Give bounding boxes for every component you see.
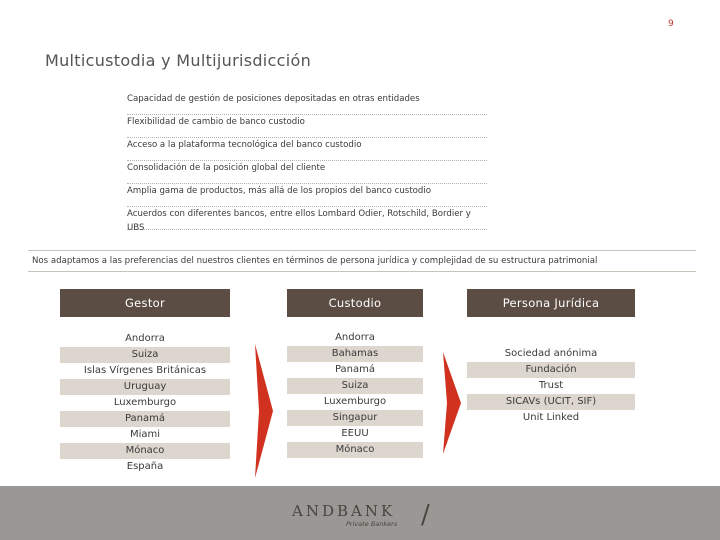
list-item: España (126, 461, 164, 472)
logo-slash-icon: / (421, 500, 430, 530)
list-item: Sociedad anónima (504, 348, 598, 359)
list-item: Islas Vírgenes Británicas (83, 365, 207, 376)
persona-juridica-list (467, 346, 635, 426)
list-item: Panamá (60, 411, 230, 427)
list-item: Consolidación de la posición global del cliente (127, 161, 487, 184)
list-item: Acceso a la plataforma tecnológica del banco custodio (127, 138, 487, 161)
logo-tagline: Private Bankers (346, 520, 398, 528)
arrow-icon (443, 352, 461, 454)
page-number: 9 (668, 19, 674, 29)
feature-list (127, 92, 487, 233)
list-item: Flexibilidad de cambio de banco custodio (127, 115, 487, 138)
list-item: Fundación (467, 362, 635, 378)
list-item: SICAVs (UCIT, SIF) (467, 394, 635, 410)
list-item: Suiza (287, 378, 423, 394)
custodio-list (287, 330, 423, 458)
list-item: Andorra (335, 332, 375, 343)
andbank-logo: ANDBANK (292, 502, 396, 520)
list-item: Uruguay (60, 379, 230, 395)
list-item: Capacidad de gestión de posiciones depositadas en otras entidades (127, 92, 487, 115)
gestor-header: Gestor (60, 289, 230, 317)
list-item: Mónaco (60, 443, 230, 459)
list-item: Suiza (60, 347, 230, 363)
list-item: Luxemburgo (113, 397, 177, 408)
list-item: Unit Linked (522, 412, 580, 423)
list-item: Singapur (287, 410, 423, 426)
arrow-icon (255, 344, 273, 478)
list-item: Amplia gama de productos, más allá de los propios del banco custodio (127, 184, 487, 207)
gestor-list (60, 331, 230, 475)
list-item: Miami (129, 429, 161, 440)
list-item: Bahamas (287, 346, 423, 362)
page-title: Multicustodia y Multijurisdicción (45, 51, 312, 70)
list-item: Luxemburgo (323, 396, 387, 407)
list-item: Mónaco (287, 442, 423, 458)
list-item: Trust (538, 380, 564, 391)
custodio-header: Custodio (287, 289, 423, 317)
list-item: EEUU (341, 428, 369, 439)
adaptation-note: Nos adaptamos a las preferencias del nuestros clientes en términos de persona jurídica y complejidad de su estructura patrimonial (32, 256, 598, 266)
list-item: Panamá (334, 364, 376, 375)
list-item: Andorra (125, 333, 165, 344)
persona-juridica-header: Persona Jurídica (467, 289, 635, 317)
list-item: Acuerdos con diferentes bancos, entre ellos Lombard Odier, Rotschild, Bordier y UBS (127, 207, 487, 230)
